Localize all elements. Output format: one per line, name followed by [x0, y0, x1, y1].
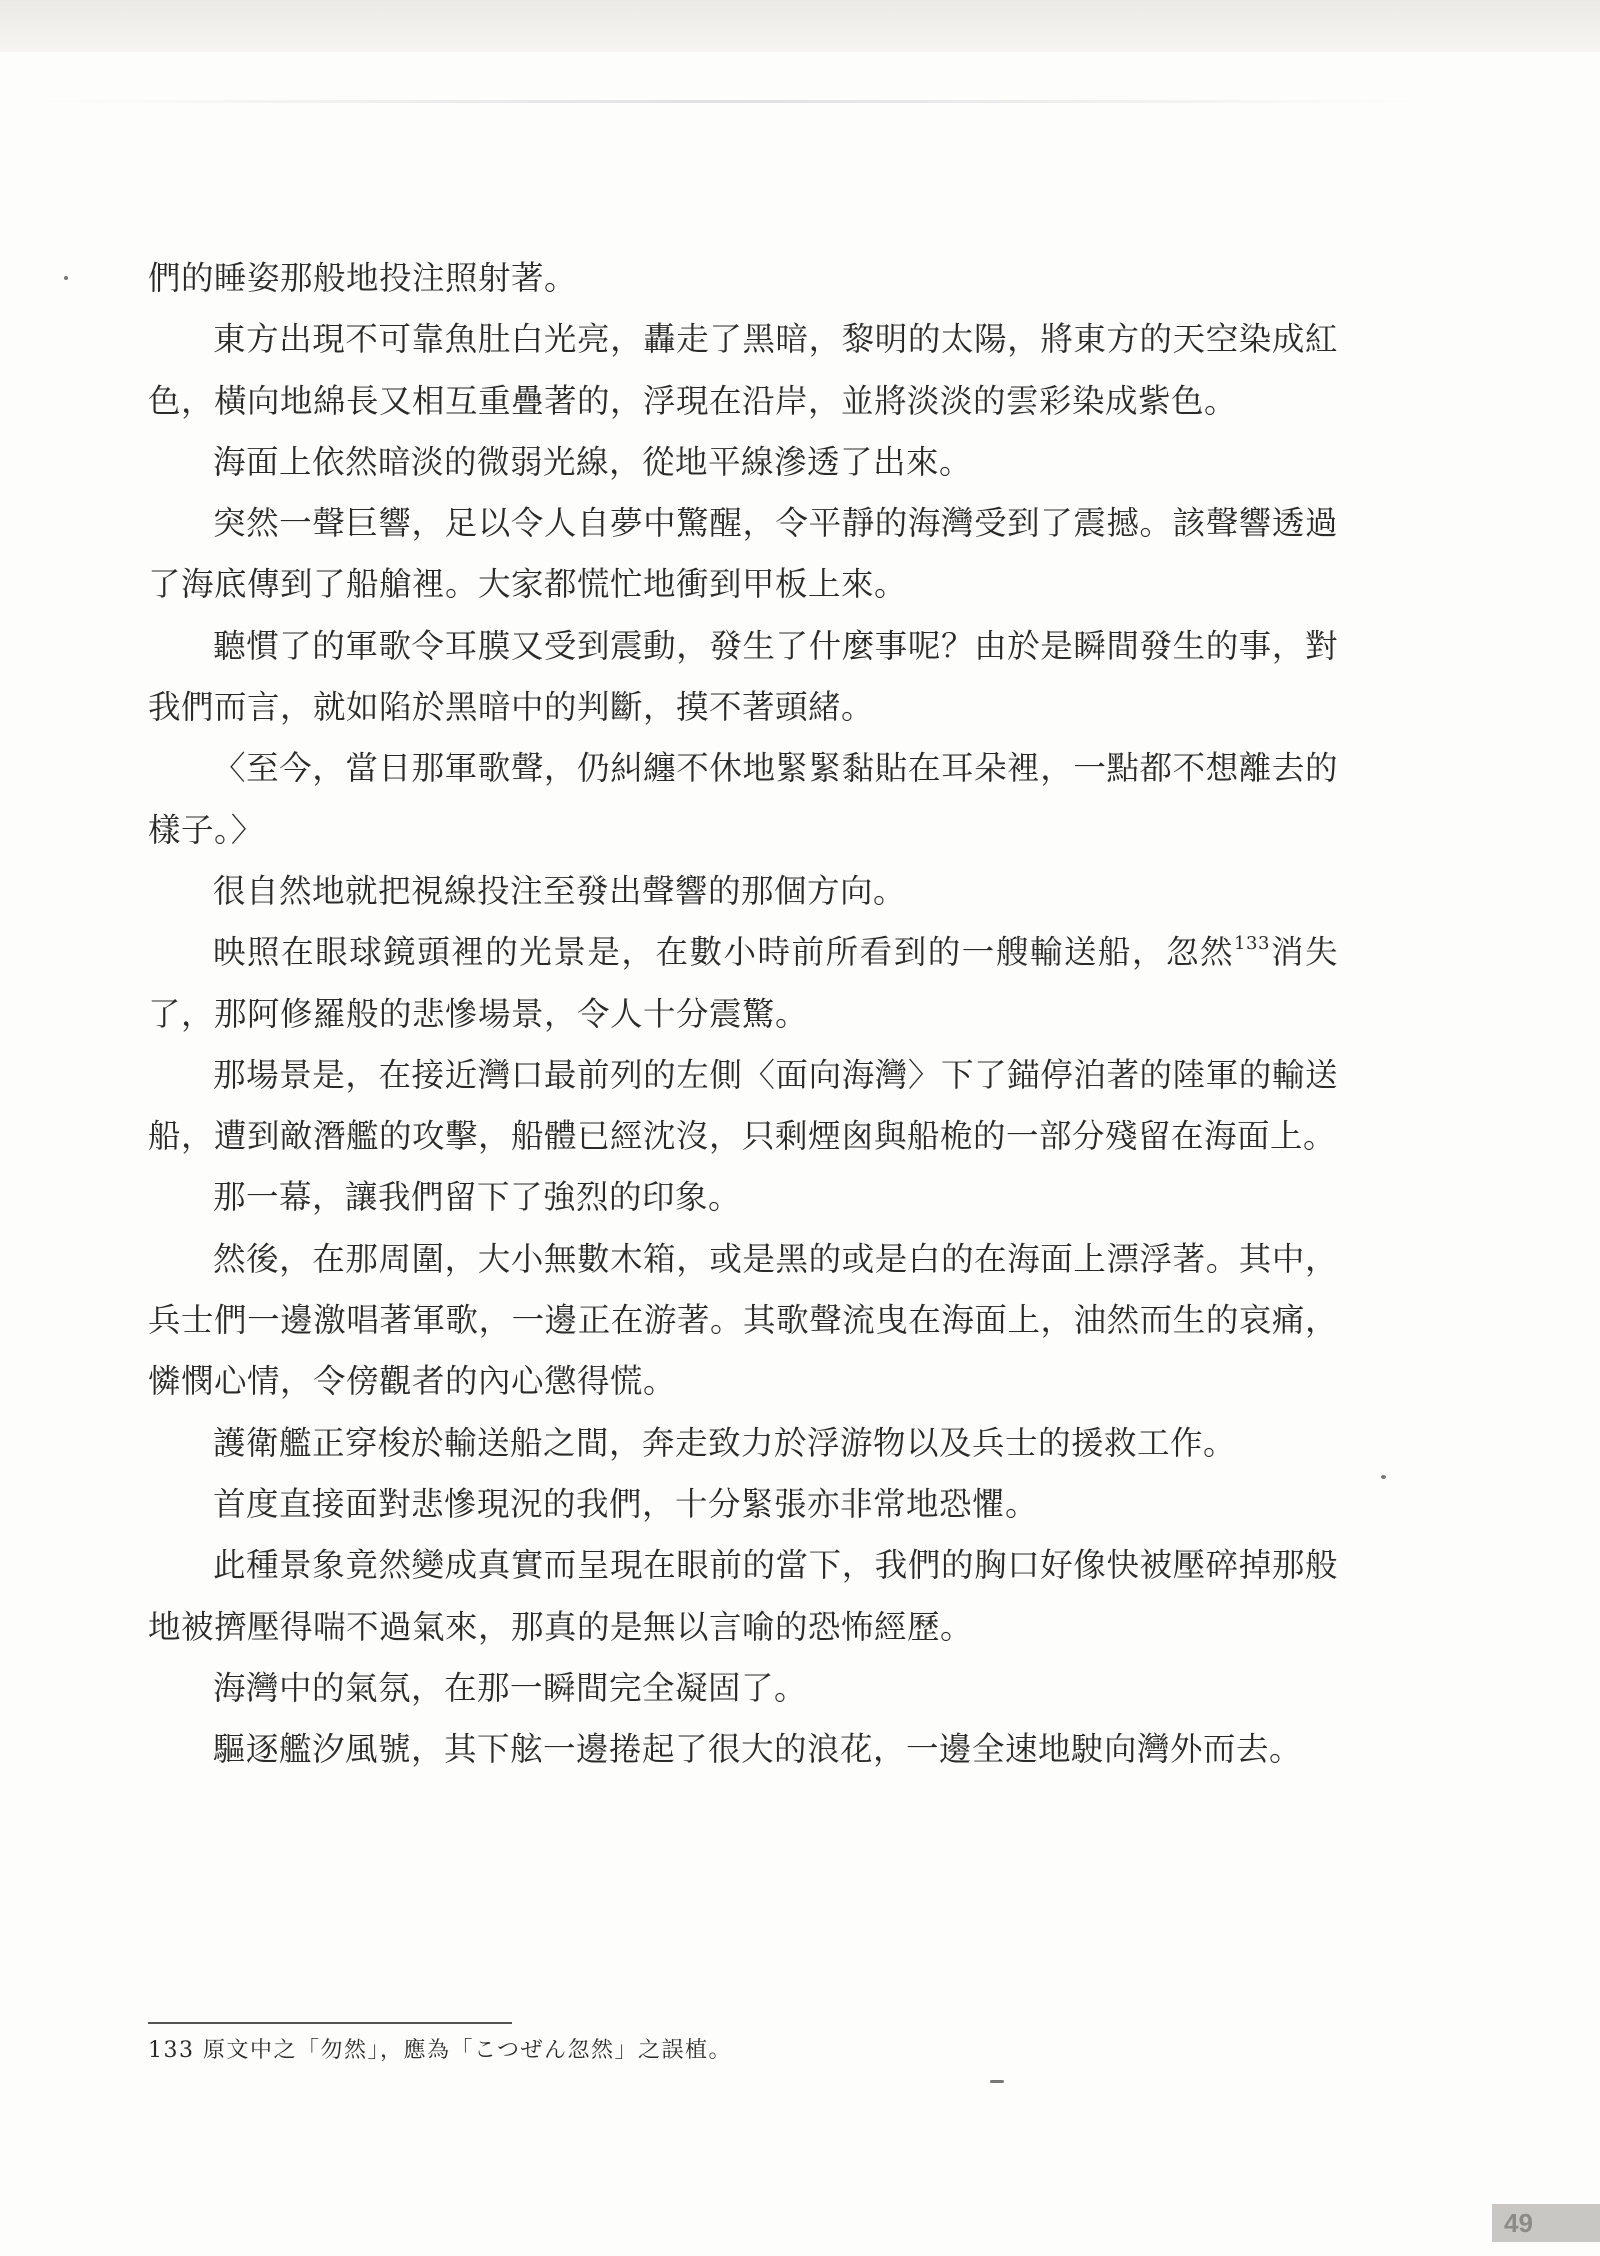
scan-artifact-line [40, 100, 1420, 103]
paragraph-text: 映照在眼球鏡頭裡的光景是，在數小時前所看到的一艘輸送船，忽然 [213, 933, 1235, 972]
paragraph: 海面上依然暗淡的微弱光線，從地平線滲透了出來。 [213, 442, 973, 481]
scan-speck [990, 2080, 1004, 2083]
paragraph-text: 消失了，那阿修羅般的悲慘場景，令人十分震驚。 [148, 933, 1338, 1033]
paragraph: 驅逐艦汐風號，其下舷一邊捲起了很大的浪花，一邊全速地駛向灣外而去。 [213, 1730, 1303, 1769]
paragraph: 那場景是，在接近灣口最前列的左側〈面向海灣〉下了錨停泊著的陸軍的輸送船，遭到敵潛艦的攻擊，船體已經沈沒，只剩煙囪與船桅的一部分殘留在海面上。 [148, 1055, 1338, 1156]
scan-speck [64, 276, 68, 280]
paragraph: 護衛艦正穿梭於輸送船之間，奔走致力於浮游物以及兵士的援救工作。 [213, 1423, 1237, 1462]
paragraph: 海灣中的氣氛，在那一瞬間完全凝固了。 [213, 1668, 808, 1707]
footnote-divider [148, 2022, 512, 2024]
paragraph: 們的睡姿那般地投注照射著。 [148, 259, 578, 297]
paragraph: 那一幕，讓我們留下了強烈的印象。 [213, 1178, 742, 1217]
paragraph: 聽慣了的軍歌令耳膜又受到震動，發生了什麼事呢？由於是瞬間發生的事，對我們而言，就如陷於黑暗中的判斷，摸不著頭緒。 [148, 626, 1338, 727]
paragraph: 很自然地就把視線投注至發出聲響的那個方向。 [213, 871, 907, 910]
paragraph: 首度直接面對悲慘現況的我們，十分緊張亦非常地恐懼。 [213, 1484, 1039, 1523]
footnote: 133 原文中之「勿然」，應為「こつぜん忽然」之誤植。 [148, 2038, 733, 2063]
paragraph: 突然一聲巨響，足以令人自夢中驚醒，令平靜的海灣受到了震撼。該聲響透過了海底傳到了船艙裡。大家都慌忙地衝到甲板上來。 [148, 504, 1338, 604]
paragraph: 然後，在那周圍，大小無數木箱，或是黑的或是白的在海面上漂浮著。其中，兵士們一邊激唱著軍歌，一邊正在游著。其歌聲流曳在海面上，油然而生的哀痛，憐憫心情，令傍觀者的內心懲得慌。 [148, 1239, 1338, 1401]
page-number: 49 [1492, 2204, 1600, 2242]
footnote-reference: 133 [1234, 933, 1270, 955]
paragraph: 東方出現不可靠魚肚白光亮，轟走了黑暗，黎明的太陽，將東方的天空染成紅色，橫向地綿長又相互重疊著的，浮現在沿岸，並將淡淡的雲彩染成紫色。 [148, 320, 1338, 420]
paragraph: 〈至今，當日那軍歌聲，仍糾纏不休地緊緊黏貼在耳朵裡，一點都不想離去的樣子。〉 [148, 749, 1338, 849]
scan-speck [1381, 1475, 1386, 1479]
paragraph-with-footnote [148, 922, 1338, 1045]
body-text [148, 248, 1338, 1780]
scan-top-band [0, 0, 1600, 52]
paragraph: 此種景象竟然變成真實而呈現在眼前的當下，我們的胸口好像快被壓碎掉那般地被擠壓得喘不過氣來，那真的是無以言喻的恐怖經歷。 [148, 1546, 1338, 1646]
